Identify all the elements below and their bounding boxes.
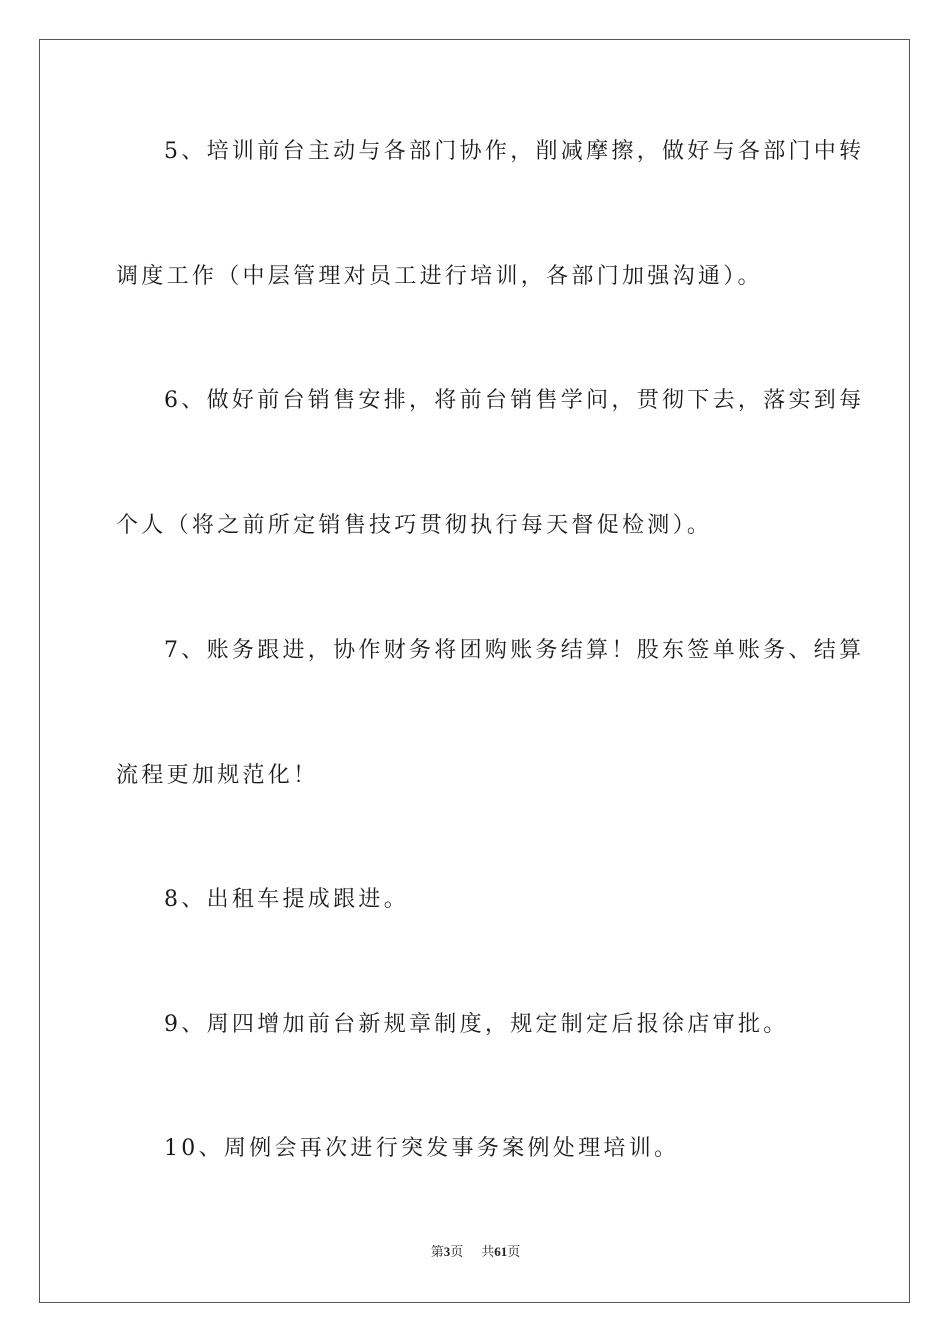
- page-frame: [39, 39, 910, 1303]
- page-number: 3: [443, 1244, 451, 1259]
- paragraph-7-line-2: 流程更加规范化！: [116, 763, 319, 788]
- total-pages: 61: [494, 1244, 508, 1259]
- page-footer: [40, 1243, 911, 1261]
- page-suffix: 页: [450, 1244, 464, 1259]
- paragraph-9: 9、周四增加前台新规章制度，规定制定后报徐店审批。: [164, 1012, 789, 1037]
- total-prefix: 共: [481, 1244, 495, 1259]
- page-prefix: 第: [430, 1244, 444, 1259]
- paragraph-5-line-2: 调度工作（中层管理对员工进行培训，各部门加强沟通）。: [116, 264, 763, 289]
- paragraph-5-line-1: 5、培训前台主动与各部门协作，削减摩擦，做好与各部门中转: [164, 139, 865, 164]
- paragraph-6-line-1: 6、做好前台销售安排，将前台销售学问，贯彻下去，落实到每: [164, 388, 865, 413]
- paragraph-7-line-1: 7、账务跟进，协作财务将团购账务结算！股东签单账务、结算: [164, 638, 865, 663]
- paragraph-8: 8、出租车提成跟进。: [164, 887, 409, 912]
- paragraph-10: 10、周例会再次进行突发事务案例处理培训。: [164, 1136, 680, 1161]
- total-suffix: 页: [507, 1244, 521, 1259]
- paragraph-6-line-2: 个人（将之前所定销售技巧贯彻执行每天督促检测）。: [116, 513, 713, 538]
